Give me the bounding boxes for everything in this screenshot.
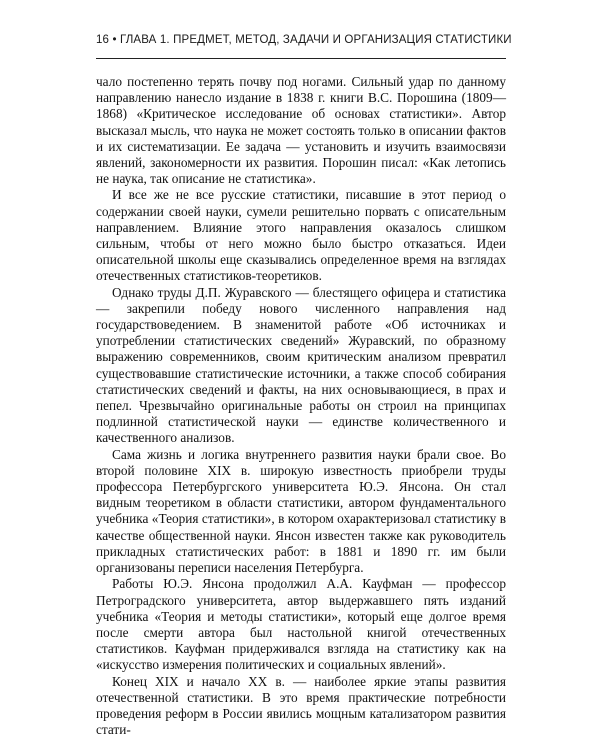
paragraph: чало постепенно терять почву под ногами. Сильный удар по данному направлению нанесло издание в 1838 г. книги В.С. Порошина (1809—1868) «Критическое исследование об основах статистики». Автор высказал мысль, что наука не может состоять только в описании фактов и их систематизации. Ее задача — установить и изучить взаимосвязи явлений, закономерности их развития. Порошин писал: «Как летопись не наука, так описание не статистика». xyxy=(96,74,506,187)
paragraph: Работы Ю.Э. Янсона продолжил А.А. Кауфман — профессор Петроградского университета, автор выдержавшего пять изданий учебника «Теория и методы статистики», который еще долгое время после смерти автора был настольной книгой отечественных статистиков. Кауфман придерживался взгляда на статистику как на «искусство измерения политических и социальных явлений». xyxy=(96,576,506,673)
paragraph: Однако труды Д.П. Журавского — блестящего офицера и статистика — закрепили победу нового численного направления над государствоведением. В знаменитой работе «Об источниках и употреблении статистических сведений» Журавский, по образному выражению современников, своим критическим анализом превратил существовавшие статистические источники, а также способ собирания статистических сведений и факты, на них основывающиеся, в прах и пепел. Чрезвычайно оригинальные работы он строил на принципах подлинной статистической науки — единстве количественного и качественного анализов. xyxy=(96,284,506,446)
page-number: 16 xyxy=(96,34,110,46)
paragraph: Конец XIX и начало XX в. — наиболее яркие этапы развития отечественной статистики. В это время практические потребности проведения реформ в России явились мощным катализатором развития стати- xyxy=(96,673,506,738)
header-rule xyxy=(96,58,506,59)
chapter-label: ГЛАВА 1. xyxy=(120,34,170,46)
body-text xyxy=(96,74,506,738)
paragraph: Сама жизнь и логика внутреннего развития науки брали свое. Во второй половине XIX в. широкую известность приобрели труды профессора Петербургского университета Ю.Э. Янсона. Он стал видным теоретиком в области статистики, автором фундаментального учебника «Теория статистики», в котором охарактеризовал статистику в качестве общественной науки. Янсон известен также как руководитель прикладных статистических работ: в 1881 и 1890 гг. им были организованы переписи населения Петербурга. xyxy=(96,446,506,576)
paragraph: И все же не все русские статистики, писавшие в этот период о содержании своей науки, сумели решительно порвать с описательным направлением. Влияние этого направления оказалось слишком сильным, чтобы от него можно было быстро отказаться. Идеи описательной школы еще сказывались определенное время на взглядах отечественных статистиков-теоретиков. xyxy=(96,187,506,284)
header-bullet: • xyxy=(112,34,117,46)
chapter-title: ПРЕДМЕТ, МЕТОД, ЗАДАЧИ И ОРГАНИЗАЦИЯ СТАТИСТИКИ xyxy=(173,34,512,46)
running-header xyxy=(96,34,512,54)
